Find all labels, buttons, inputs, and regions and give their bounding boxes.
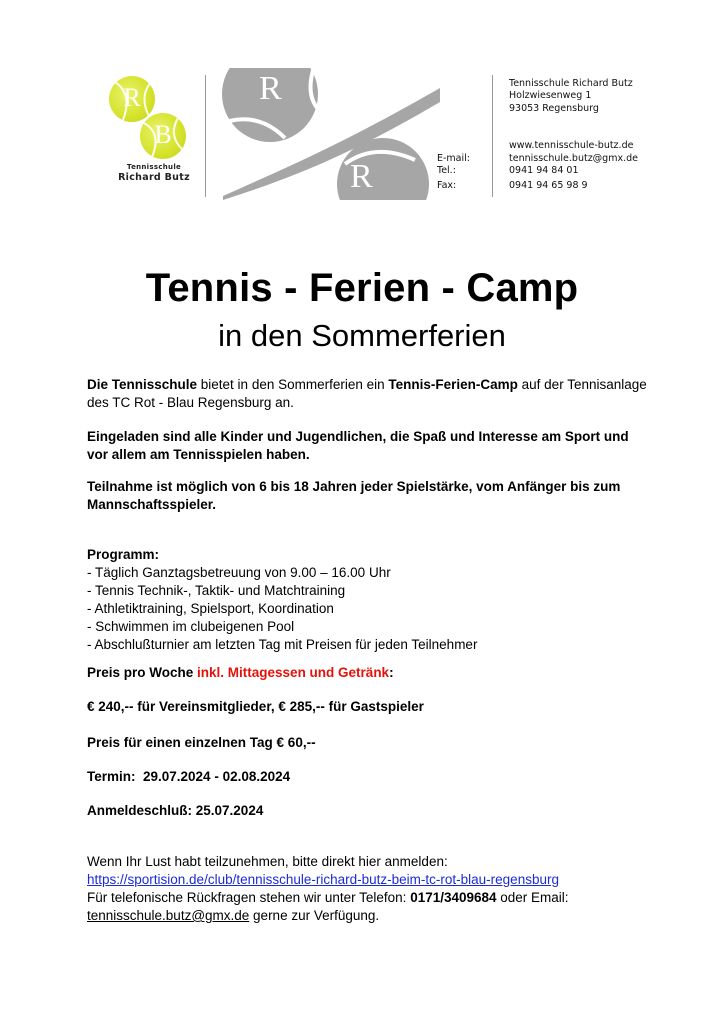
- price-amounts: € 240,-- für Vereinsmitglieder, € 285,-- für Gastspieler: [87, 699, 424, 714]
- price-week-label: Preis pro Woche: [87, 665, 198, 680]
- closing-text: gerne zur Verfügung.: [249, 908, 380, 923]
- intro-paragraph: [87, 376, 647, 412]
- email-value: tennisschule.butz@gmx.de: [509, 153, 638, 164]
- price-week-colon: :: [389, 665, 394, 680]
- address-city: 93053 Regensburg: [509, 103, 599, 114]
- tel-label: Tel.:: [437, 165, 456, 176]
- header-divider-right: [492, 75, 493, 197]
- page-title: Tennis - Ferien - Camp: [145, 266, 579, 310]
- intro-text-1: bietet in den Sommerferien ein: [197, 377, 389, 392]
- invite-paragraph: Eingeladen sind alle Kinder und Jugendlichen, die Spaß und Interesse am Sport und vor allem am Tennisspielen haben.: [87, 429, 629, 462]
- address-street: Holzwiesenweg 1: [509, 90, 592, 101]
- tel-value: 0941 94 84 01: [509, 165, 579, 176]
- signup-intro: Wenn Ihr Lust habt teilzunehmen, bitte direkt hier anmelden:: [87, 854, 448, 869]
- emblem-letter-top: R: [259, 70, 282, 107]
- program-item: - Abschlußturnier am letzten Tag mit Preisen für jeden Teilnehmer: [87, 637, 478, 652]
- phone-text-suffix: oder Email:: [496, 890, 569, 905]
- logo-name-line2: Richard Butz: [118, 172, 190, 183]
- signup-section: [87, 853, 657, 925]
- fax-label: Fax:: [437, 180, 457, 191]
- program-section: [87, 546, 647, 654]
- logo-letter-top: R: [123, 83, 141, 112]
- price-week-line: [87, 664, 647, 682]
- program-list: [87, 564, 647, 654]
- email-link[interactable]: tennisschule.butz@gmx.de: [87, 908, 250, 923]
- program-item: - Tennis Technik-, Taktik- und Matchtraining: [87, 583, 346, 598]
- fax-value: 0941 94 65 98 9: [509, 180, 588, 191]
- email-label: E-mail:: [437, 153, 470, 164]
- signup-link[interactable]: https://sportision.de/club/tennisschule-richard-butz-beim-tc-rot-blau-regensburg: [87, 872, 559, 887]
- price-week-highlight: inkl. Mittagessen und Getränk: [197, 665, 390, 680]
- tennis-ball-logo-bottom: [140, 113, 186, 159]
- program-heading: Programm:: [87, 547, 160, 562]
- price-day: Preis für einen einzelnen Tag € 60,--: [87, 735, 316, 750]
- program-item: - Täglich Ganztagsbetreuung von 9.00 – 16.00 Uhr: [87, 565, 391, 580]
- participation-paragraph: Teilnahme ist möglich von 6 bis 18 Jahren jeder Spielstärke, vom Anfänger bis zum Mannschaftsspieler.: [87, 479, 621, 512]
- logo-letter-bottom: B: [154, 120, 172, 149]
- camp-dates: Termin: 29.07.2024 - 02.08.2024: [87, 769, 291, 784]
- phone-text-prefix: Für telefonische Rückfragen stehen wir unter Telefon:: [87, 890, 411, 905]
- emblem-graphic: [215, 68, 445, 200]
- emblem-letter-bottom: R: [350, 158, 373, 195]
- logo-name-line1: Tennisschule: [126, 163, 182, 171]
- intro-school-name: Die Tennisschule: [87, 377, 198, 392]
- header-divider-left: [205, 75, 206, 197]
- phone-number: 0171/3409684: [410, 890, 497, 905]
- intro-text-2: auf der Tennisanlage des TC Rot - Blau Regensburg an.: [87, 377, 647, 410]
- registration-deadline: Anmeldeschluß: 25.07.2024: [87, 803, 264, 818]
- program-item: - Schwimmen im clubeigenen Pool: [87, 619, 295, 634]
- website-text: www.tennisschule-butz.de: [509, 140, 634, 151]
- intro-camp-name: Tennis-Ferien-Camp: [388, 377, 518, 392]
- program-item: - Athletiktraining, Spielsport, Koordination: [87, 601, 334, 616]
- address-name: Tennisschule Richard Butz: [509, 78, 633, 89]
- page-subtitle: in den Sommerferien: [218, 318, 506, 353]
